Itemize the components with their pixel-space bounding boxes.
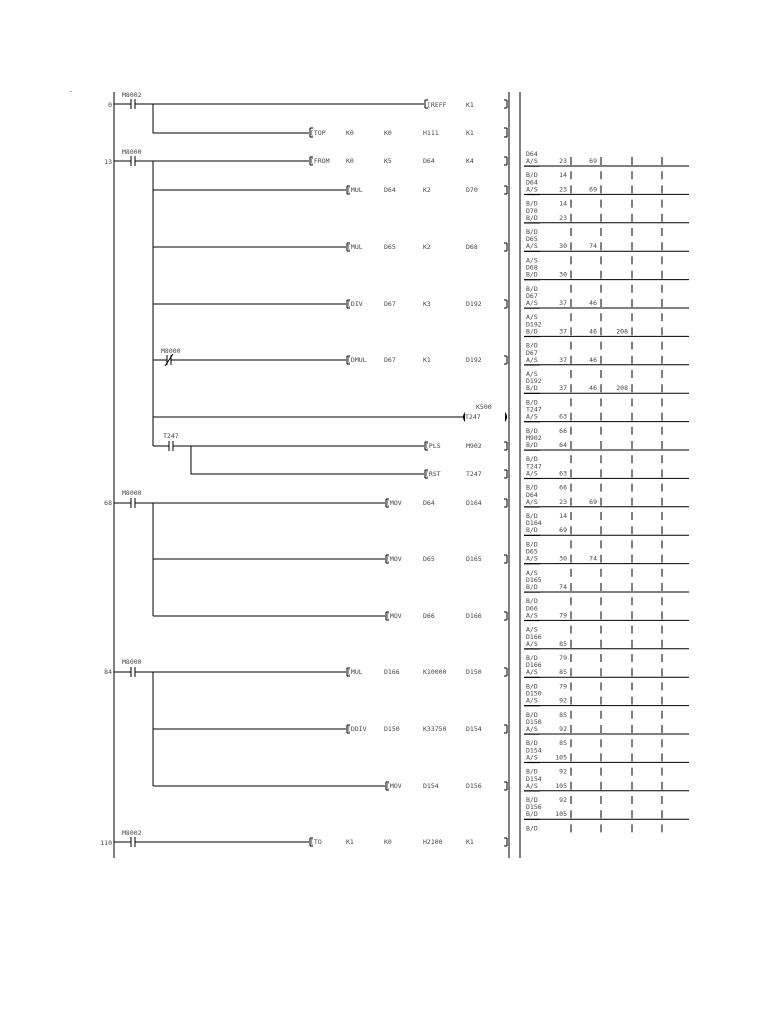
instruction-name: [MOV <box>386 555 402 563</box>
monitor-tag: B/D <box>526 228 538 236</box>
operand: K0 <box>384 129 392 137</box>
instruction-box[interactable] <box>386 612 507 620</box>
operand: K5 <box>384 157 392 165</box>
monitor-value: 46 <box>589 299 597 307</box>
instruction-box[interactable] <box>310 157 507 165</box>
monitor-tag: A/S <box>526 497 538 506</box>
monitor-tag: B/D <box>526 654 538 662</box>
monitor-tag: A/S <box>526 412 538 421</box>
monitor-value: 74 <box>559 583 567 591</box>
operand: K1 <box>346 838 354 846</box>
monitor-value: 30 <box>559 242 567 251</box>
contact-label: M8002 <box>122 829 142 837</box>
monitor-value: 92 <box>559 796 567 804</box>
monitor-value: 64 <box>559 441 567 449</box>
monitor-value: 23 <box>559 213 567 222</box>
instruction-box[interactable] <box>425 470 507 478</box>
instruction-box[interactable] <box>347 356 507 364</box>
branch-line <box>191 446 424 474</box>
monitor-tag: B/D <box>526 270 538 279</box>
end-bracket-icon <box>504 442 507 450</box>
monitor-value: 79 <box>559 611 567 620</box>
operand: D64 <box>384 186 396 194</box>
monitor-device-label: D67 <box>526 348 538 357</box>
monitor-tag: B/D <box>526 213 538 222</box>
monitor-value: 79 <box>559 682 567 691</box>
monitor-tag: A/S <box>526 256 538 265</box>
monitor-device-label: D166 <box>526 632 542 641</box>
monitor-device-label: D192 <box>526 320 542 329</box>
instruction-name: [MOV <box>386 612 402 620</box>
operand: D68 <box>466 243 478 251</box>
instruction-name: [TO <box>310 838 322 846</box>
branch-line <box>153 104 309 133</box>
rung-68[interactable] <box>104 489 507 620</box>
monitor-value: 63 <box>559 469 567 478</box>
no-contact-icon <box>114 156 309 166</box>
contact-label: T247 <box>163 432 179 440</box>
operand: D150 <box>466 668 482 676</box>
monitor-value: 30 <box>559 270 567 279</box>
monitor-value: 69 <box>589 157 597 165</box>
instruction-name: [PLS <box>425 442 441 450</box>
monitor-value: 69 <box>589 185 597 194</box>
monitor-value: 23 <box>559 185 567 194</box>
monitor-value: 46 <box>589 355 597 364</box>
monitor-value: 69 <box>559 526 567 535</box>
operand: H2100 <box>423 838 443 846</box>
instruction-name: [FROM <box>310 157 330 165</box>
monitor-value: 37 <box>559 327 567 336</box>
nc-contact-icon <box>153 354 346 366</box>
monitor-device-label: D65 <box>526 547 538 556</box>
end-bracket-icon <box>504 186 507 194</box>
instruction-box[interactable] <box>386 555 507 563</box>
timer-preset: K500 <box>476 403 492 411</box>
end-bracket-icon <box>504 100 507 108</box>
operand: D64 <box>423 499 435 507</box>
monitor-tag: A/S <box>526 313 538 322</box>
operand: K1 <box>466 129 474 137</box>
end-bracket-icon <box>504 668 507 676</box>
instruction-name: [DIV <box>347 300 363 308</box>
instruction-name: [MUL <box>347 186 363 194</box>
monitor-value: 105 <box>555 781 567 790</box>
monitor-value: 46 <box>589 384 597 393</box>
operand: D65 <box>423 555 435 563</box>
operand: K0 <box>346 157 354 165</box>
monitor-tag: B/D <box>526 583 538 591</box>
monitor-tag: B/D <box>526 597 538 606</box>
monitor-device-label: D154 <box>526 746 542 755</box>
monitor-value: 85 <box>559 710 567 719</box>
monitor-value: 69 <box>589 497 597 506</box>
no-contact-icon <box>153 417 424 451</box>
monitor-device-label: M902 <box>526 434 542 442</box>
instruction-box[interactable] <box>347 243 507 251</box>
step-number: 84 <box>104 668 112 676</box>
monitor-value: 85 <box>559 639 567 648</box>
operand: K1 <box>466 101 474 109</box>
monitor-tag: A/S <box>526 157 538 165</box>
monitor-device-label: T247 <box>526 462 542 471</box>
monitor-device-label: D164 <box>526 519 542 528</box>
operand: K4 <box>466 157 474 165</box>
no-contact-icon <box>114 837 309 847</box>
monitor-tag: B/D <box>526 455 538 464</box>
monitor-tag: A/S <box>526 625 538 634</box>
monitor-device-label: D66 <box>526 604 538 613</box>
operand: T247 <box>466 470 482 478</box>
instruction-name: [MOV <box>386 499 402 507</box>
monitor-value: 14 <box>559 199 567 208</box>
monitor-tag: A/S <box>526 781 538 790</box>
operand: K2 <box>423 186 431 194</box>
operand: K1 <box>423 356 431 364</box>
operand: K1 <box>466 838 474 846</box>
end-bracket-icon <box>504 499 507 507</box>
monitor-tag: B/D <box>526 171 538 180</box>
operand: D67 <box>384 356 396 364</box>
operand: K2 <box>423 243 431 251</box>
contact-label: M8000 <box>122 489 142 497</box>
operand: K33750 <box>423 725 447 733</box>
no-contact-icon <box>114 498 385 508</box>
monitor-value: 105 <box>555 810 567 819</box>
monitor-value: 30 <box>559 554 567 563</box>
instruction-box[interactable] <box>310 838 507 846</box>
operand: D166 <box>466 612 482 620</box>
operand: K0 <box>346 129 354 137</box>
instruction-box[interactable] <box>347 725 507 733</box>
end-bracket-icon <box>504 243 507 251</box>
monitor-value: 74 <box>589 554 597 563</box>
operand: M902 <box>466 442 482 450</box>
instruction-box[interactable] <box>425 442 507 450</box>
monitor-table <box>524 150 689 832</box>
monitor-tag: B/D <box>526 284 538 293</box>
monitor-value: 105 <box>555 753 567 762</box>
monitor-tag: B/D <box>526 767 538 776</box>
monitor-tag: B/D <box>526 796 538 804</box>
operand: D156 <box>466 782 482 790</box>
rung-0[interactable] <box>108 91 507 137</box>
monitor-tag: B/D <box>526 398 538 407</box>
monitor-device-label: D67 <box>526 292 538 300</box>
monitor-tag: B/D <box>526 483 538 492</box>
operand: D165 <box>466 555 482 563</box>
monitor-tag: B/D <box>526 824 538 833</box>
monitor-tag: B/D <box>526 526 538 535</box>
contact-label: M8000 <box>161 347 181 355</box>
monitor-tag: A/S <box>526 568 538 577</box>
monitor-device-label: D166 <box>526 661 542 670</box>
instruction-name: [MUL <box>347 668 363 676</box>
monitor-value: 92 <box>559 725 567 733</box>
operand: D166 <box>384 668 400 676</box>
monitor-device-label: D64 <box>526 178 538 187</box>
operand: K3 <box>423 300 431 308</box>
instruction-box[interactable] <box>386 782 507 790</box>
monitor-value: 85 <box>559 739 567 748</box>
contact-label: M8002 <box>122 91 142 99</box>
instruction-name: [MOV <box>386 782 402 790</box>
monitor-device-label: T247 <box>526 405 542 414</box>
monitor-device-label: D68 <box>526 263 538 272</box>
operand: H111 <box>423 129 439 137</box>
monitor-value: 37 <box>559 355 567 364</box>
monitor-value: 37 <box>559 384 567 393</box>
end-bracket-icon <box>504 300 507 308</box>
instruction-name: [TOP <box>310 129 326 137</box>
contact-label: M8000 <box>122 148 142 156</box>
monitor-device-label: D154 <box>526 774 542 783</box>
rung-84[interactable] <box>104 658 507 790</box>
end-bracket-icon <box>504 725 507 733</box>
rung-110[interactable] <box>100 829 507 847</box>
monitor-device-label: D64 <box>526 150 538 158</box>
monitor-tag: B/D <box>526 327 538 336</box>
monitor-value: 208 <box>616 327 628 336</box>
monitor-value: 92 <box>559 767 567 776</box>
end-bracket-icon <box>504 555 507 563</box>
monitor-tag: A/S <box>526 299 538 307</box>
monitor-tag: A/S <box>526 185 538 194</box>
operand: D66 <box>423 612 435 620</box>
monitor-value: 66 <box>559 426 567 435</box>
monitor-tag: A/S <box>526 639 538 648</box>
end-bracket-icon <box>504 612 507 620</box>
monitor-tag: B/D <box>526 426 538 435</box>
monitor-device-label: D156 <box>526 803 542 812</box>
step-number: 68 <box>104 499 112 507</box>
end-bracket-icon <box>504 470 507 478</box>
monitor-tag: A/S <box>526 753 538 762</box>
contact-label: M8000 <box>122 658 142 666</box>
monitor-value: 66 <box>559 483 567 492</box>
monitor-value: 79 <box>559 654 567 662</box>
instruction-box[interactable] <box>386 499 507 507</box>
monitor-device-label: D64 <box>526 490 538 499</box>
monitor-tag: A/S <box>526 242 538 251</box>
end-bracket-icon <box>504 157 507 165</box>
operand: D154 <box>423 782 439 790</box>
step-number: 110 <box>100 839 112 847</box>
monitor-tag: A/S <box>526 611 538 620</box>
monitor-value: 63 <box>559 412 567 421</box>
monitor-tag: B/D <box>526 540 538 549</box>
operand: D70 <box>466 186 478 194</box>
operand: D164 <box>466 499 482 507</box>
monitor-tag: A/S <box>526 725 538 733</box>
step-number: 13 <box>104 158 112 166</box>
end-bracket-icon <box>504 356 507 364</box>
no-contact-icon <box>114 667 346 677</box>
monitor-tag: A/S <box>526 554 538 563</box>
instruction-box[interactable] <box>347 300 507 308</box>
monitor-tag: B/D <box>526 810 538 819</box>
monitor-tag: B/D <box>526 441 538 449</box>
end-bracket-icon <box>504 838 507 846</box>
monitor-value: 208 <box>616 384 628 393</box>
operand: D65 <box>384 243 396 251</box>
monitor-tag: B/D <box>526 199 538 208</box>
monitor-tag: B/D <box>526 710 538 719</box>
monitor-tag: A/S <box>526 668 538 677</box>
coil-label: T247 <box>465 413 481 421</box>
instruction-name: [REFF <box>427 101 447 109</box>
monitor-tag: B/D <box>526 739 538 748</box>
instruction-box[interactable] <box>347 668 507 676</box>
monitor-tag: B/D <box>526 341 538 350</box>
operand: D150 <box>384 725 400 733</box>
monitor-tag: A/S <box>526 355 538 364</box>
instruction-box[interactable] <box>425 100 507 109</box>
operand: D64 <box>423 157 435 165</box>
instruction-box[interactable] <box>310 128 507 137</box>
monitor-value: 14 <box>559 512 567 520</box>
operand: K10000 <box>423 668 447 676</box>
monitor-value: 92 <box>559 696 567 705</box>
monitor-device-label: D192 <box>526 377 542 386</box>
instruction-name: [DMUL <box>347 356 367 364</box>
timer-coil[interactable] <box>463 403 507 422</box>
step-number: 0 <box>108 101 112 109</box>
monitor-value: 85 <box>559 668 567 677</box>
monitor-value: 74 <box>589 242 597 251</box>
monitor-tag: B/D <box>526 682 538 691</box>
monitor-device-label: D150 <box>526 718 542 726</box>
operand: D154 <box>466 725 482 733</box>
monitor-value: 23 <box>559 497 567 506</box>
no-contact-icon <box>114 99 424 109</box>
monitor-tag: A/S <box>526 370 538 378</box>
monitor-tag: B/D <box>526 512 538 520</box>
operand: D192 <box>466 356 482 364</box>
monitor-value: 37 <box>559 299 567 307</box>
operand: D192 <box>466 300 482 308</box>
page-mark: - <box>69 87 73 95</box>
instruction-box[interactable] <box>347 186 507 194</box>
instruction-name: [DDIV <box>347 725 367 733</box>
monitor-value: 23 <box>559 157 567 165</box>
end-bracket-icon <box>504 782 507 790</box>
rung-13[interactable] <box>104 148 507 478</box>
monitor-device-label: D65 <box>526 235 538 244</box>
instruction-name: [RST <box>425 470 441 478</box>
monitor-tag: A/S <box>526 469 538 478</box>
monitor-value: 14 <box>559 171 567 180</box>
end-bracket-icon <box>504 128 507 137</box>
monitor-tag: B/D <box>526 384 538 393</box>
monitor-value: 46 <box>589 327 597 336</box>
operand: D67 <box>384 300 396 308</box>
monitor-device-label: D165 <box>526 576 542 584</box>
monitor-tag: A/S <box>526 696 538 705</box>
operand: K0 <box>384 838 392 846</box>
instruction-name: [MUL <box>347 243 363 251</box>
monitor-device-label: D150 <box>526 689 542 698</box>
monitor-device-label: D70 <box>526 206 538 215</box>
